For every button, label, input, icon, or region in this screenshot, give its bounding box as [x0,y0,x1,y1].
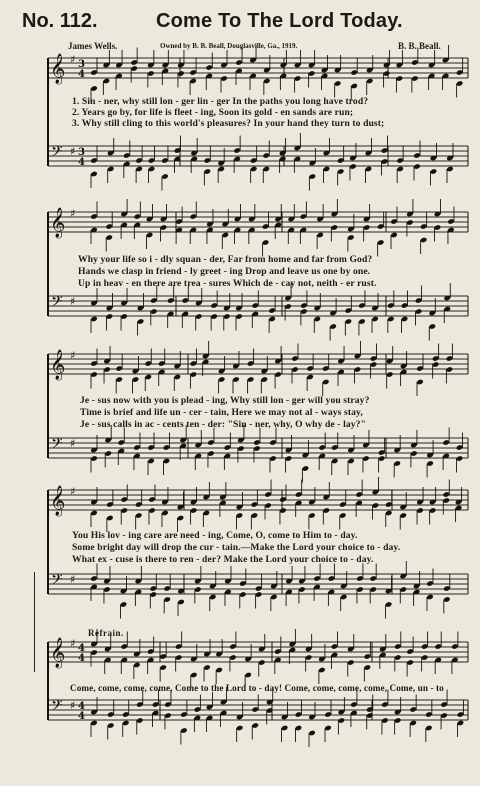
treble-clef-icon: 𝄞 [50,486,66,516]
sharp-icon: ♯ [70,295,76,308]
lyric-verse-1: 1. Sin - ner, why still lon - ger lin - ger In the paths you long have trod? [72,96,369,107]
treble-clef-icon: 𝄞 [50,350,66,380]
lyricist: James Wells. [68,41,118,51]
sharp-icon: ♯ [70,485,76,498]
lyric-verse-1: You His lov - ing care are need - ing, Come, O, come to Him to - day. [72,530,358,541]
treble-clef-icon: 𝄞 [50,638,66,668]
bass-clef-icon: 𝄢 [51,697,63,718]
sharp-icon: ♯ [70,349,76,362]
lyric-verse-3: What ex - cuse is there to ren - der? Make the Lord your choice to - day. [72,554,374,565]
bass-clef-icon: 𝄢 [51,435,63,456]
margin-rule [34,572,35,672]
lyric-verse-1: Why your life so i - dly squan - der, Far from home and far from God? [78,254,373,265]
lyric-verse-2: Hands we clasp in friend - ly greet - ing Drop and leave us one by one. [78,266,371,277]
composer: B. B. Beall. [398,41,441,51]
time-signature-icon: 4 [78,701,85,712]
time-signature-icon: 4 [78,711,85,722]
treble-clef-icon: 𝄞 [50,54,66,84]
lyric-verse-2: 2. Years go by, for life is fleet - ing, Soon its gold - en sands are run; [72,107,354,118]
lyric-verse-1: Je - sus now with you is plead - ing, Why still lon - ger will you stray? [80,395,370,406]
time-signature-icon: 3 [78,147,85,158]
lyric-verse-3: Up in heav - en there are trea - sures Which de - cay not, neith - er rust. [78,278,377,289]
bass-clef-icon: 𝄢 [51,571,63,592]
lyric-refrain: Come, come, come, come, Come to the Lord to - day! Come, come, come, come, Come, un - to [70,683,444,693]
time-signature-icon: 3 [78,59,85,70]
hymn-title: Come To The Lord Today. [156,10,403,32]
hymn-number: No. 112. [22,10,98,32]
sharp-icon: ♯ [70,437,76,450]
sharp-icon: ♯ [70,207,76,220]
lyric-verse-2: Some bright day will drop the cur - tain.—Make the Lord your choice to - day. [72,542,401,553]
lyric-verse-3: 3. Why still cling to this world's pleasures? In your hand they turn to dust; [72,118,385,129]
sharp-icon: ♯ [70,699,76,712]
refrain-label: Refrain. [88,628,124,638]
lyric-verse-3: Je - sus calls in ac - cents ten - der: "Sin - ner, why, O why de - lay?" [80,419,366,430]
treble-clef-icon: 𝄞 [50,208,66,238]
copyright-notice: Owned by B. B. Beall, Douglasville, Ga., 1919. [160,42,298,50]
sharp-icon: ♯ [70,637,76,650]
time-signature-icon: 4 [78,653,85,664]
time-signature-icon: 4 [78,69,85,80]
bass-clef-icon: 𝄢 [51,143,63,164]
sharp-icon: ♯ [70,53,76,66]
sharp-icon: ♯ [70,145,76,158]
time-signature-icon: 4 [78,643,85,654]
sharp-icon: ♯ [70,573,76,586]
time-signature-icon: 4 [78,157,85,168]
lyric-verse-2: Time is brief and life un - cer - tain, Here we may not al - ways stay, [80,407,363,418]
bass-clef-icon: 𝄢 [51,293,63,314]
